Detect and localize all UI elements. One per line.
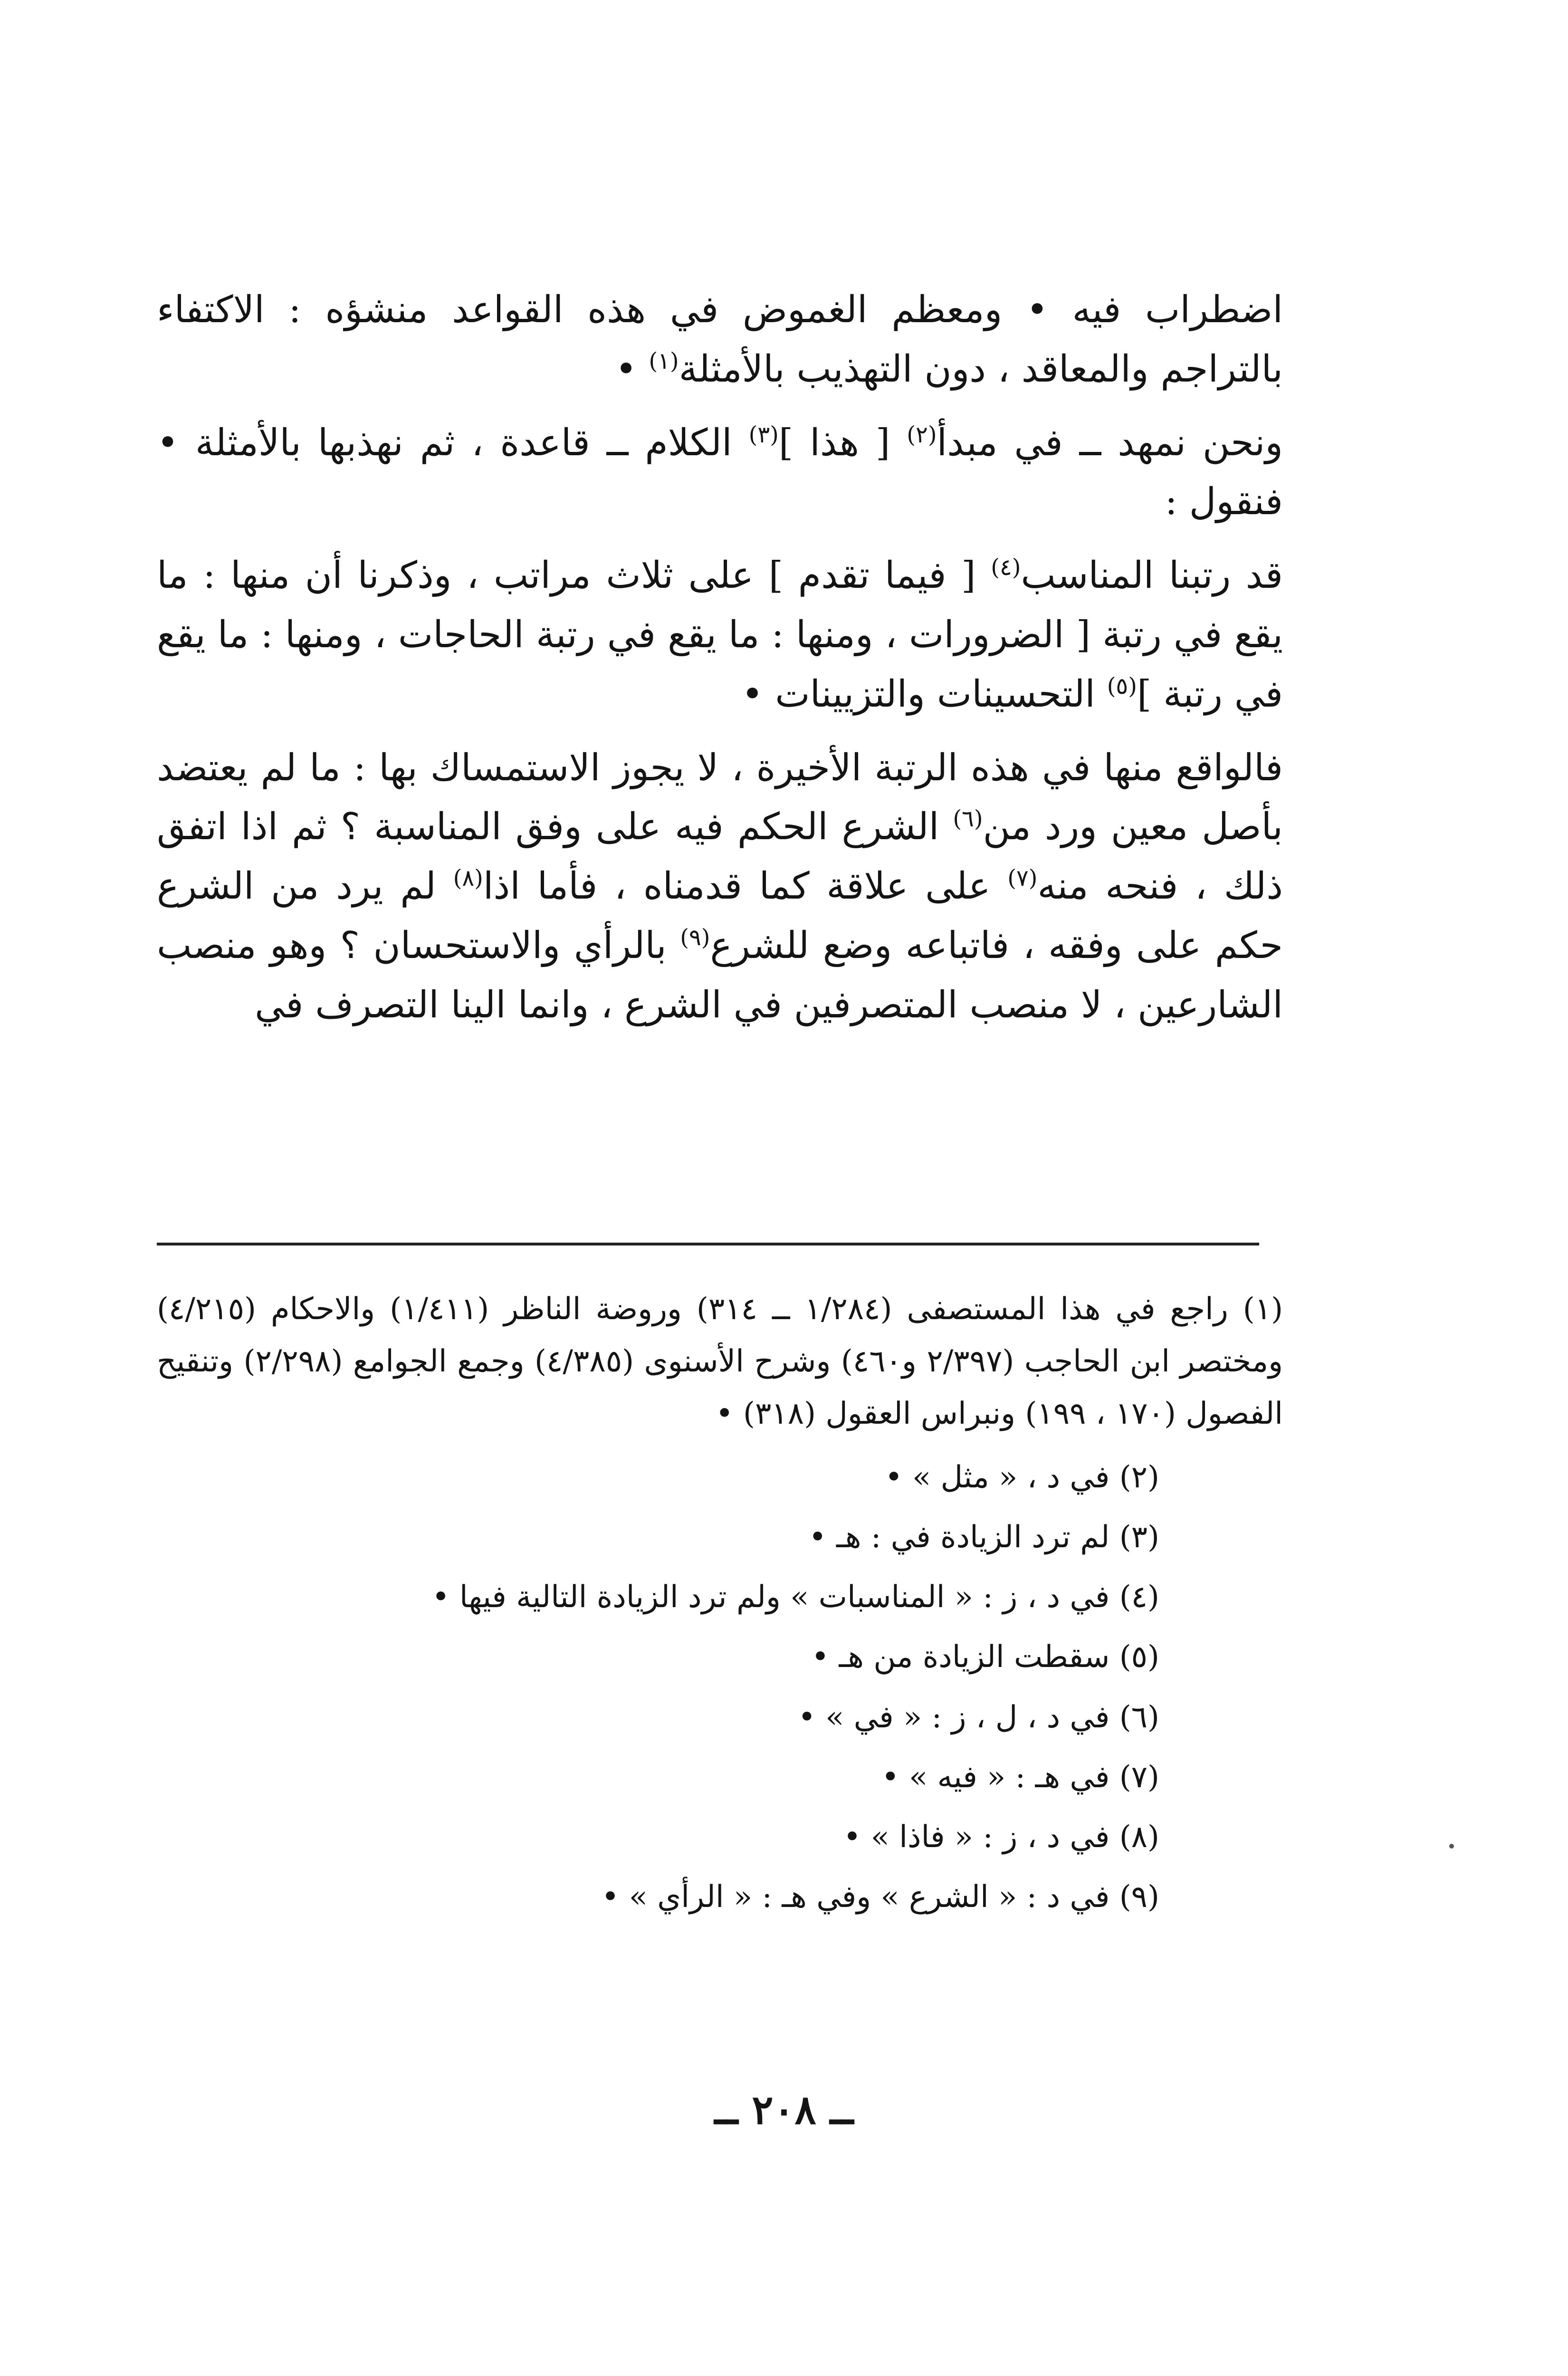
footnote-list <box>157 1451 1283 1923</box>
paragraph-4-text-b: الشرع الحكم فيه على وفق المناسبة ؟ ثم اذا اتفق ذلك ، فنحه منه <box>157 805 1283 908</box>
paragraph-4-text-a: فالواقع منها في هذه الرتبة الأخيرة ، لا يجوز الاستمساك بها : ما لم يعتضد بأصل معين ورد من <box>157 746 1283 849</box>
footnote-7: (٧) في هـ : « فيه » • <box>881 1759 1159 1795</box>
footnote-3: (٣) لم ترد الزيادة في : هـ • <box>808 1520 1159 1555</box>
footnote-ref-5: (٥) <box>1107 672 1137 699</box>
paragraph-2 <box>157 413 1283 532</box>
footnote-4: (٤) في د ، ز : « المناسبات » ولم ترد الزيادة التالية فيها • <box>431 1580 1159 1615</box>
scan-speck <box>1449 1844 1454 1849</box>
paragraph-4 <box>157 738 1283 1035</box>
paragraph-1-text: اضطراب فيه • ومعظم الغموض في هذه القواعد منشؤه : الاكتفاء بالتراجم والمعاقد ، دون التهذيب بالأمثلة <box>157 288 1283 391</box>
page-number: ــ ٢٠٨ ــ <box>714 2086 854 2133</box>
paragraph-4-text-e: بالرأي والاستحسان ؟ وهو منصب الشارعين ، لا منصب المتصرفين في الشرع ، وانما الينا التصرف في <box>157 924 1283 1026</box>
footnote-8: (٨) في د ، ز : « فاذا » • <box>843 1819 1159 1855</box>
paragraph-3-text-c: التحسينات والتزيينات • <box>741 672 1107 716</box>
paragraph-4-text-c: على علاقة كما قدمناه ، فأما اذا <box>483 865 1008 908</box>
footnote-ref-1: (١) <box>649 347 679 374</box>
footnote-ref-2: (٢) <box>907 421 937 448</box>
main-text <box>157 280 1283 1035</box>
paragraph-3-text-b: [ فيما تقدم ] على ثلاث مراتب ، وذكرنا أن منها : ما يقع في رتبة [ الضرورات ، ومنها : ما يقع في رتبة الحاجات ، ومنها : ما يقع في رتبة ] <box>157 554 1283 716</box>
footnote-9: (٩) في د : « الشرع » وفي هـ : « الرأي » • <box>601 1879 1159 1915</box>
paragraph-1 <box>157 280 1283 399</box>
paragraph-4-text-d: لم يرد من الشرع حكم على وفقه ، فاتباعه وضع للشرع <box>157 865 1283 967</box>
paragraph-2-text-a: ونحن نمهد ــ في مبدأ <box>937 421 1283 464</box>
paragraph-2-text-c: الكلام ــ قاعدة ، ثم نهذبها بالأمثلة • فنقول : <box>157 421 1283 524</box>
footnote-ref-7: (٧) <box>1007 865 1038 892</box>
paragraph-3-text-a: قد رتبنا المناسب <box>1021 554 1283 597</box>
footnote-ref-4: (٤) <box>991 554 1021 581</box>
footnote-ref-9: (٩) <box>680 924 710 951</box>
footnote-6: (٦) في د ، ل ، ز : « في » • <box>798 1699 1159 1735</box>
footnote-ref-3: (٣) <box>748 421 779 448</box>
footnote-ref-6: (٦) <box>953 805 983 833</box>
footnotes <box>157 1283 1283 1931</box>
footnote-divider <box>157 1243 1259 1245</box>
paragraph-2-text-b: [ هذا ] <box>778 421 907 464</box>
paragraph-3 <box>157 546 1283 724</box>
paragraph-1-end: • <box>615 347 649 391</box>
footnote-1: (١) راجع في هذا المستصفى (١/٢٨٤ ــ ٣١٤) وروضة الناظر (١/٤١١) والاحكام (٤/٢١٥) ومختصر ابن الحاجب (٢/٣٩٧ و٤٦٠) وشرح الأسنوى (٤/٣٨٥) وجمع الجوامع (٢/٢٩٨) وتنقيح الفصول (١٧٠ ، ١٩٩) ونبراس العقول (٣١٨) • <box>157 1292 1283 1432</box>
footnote-5: (٥) سقطت الزيادة من هـ • <box>811 1639 1159 1675</box>
footnote-2: (٢) في د ، « مثل » • <box>885 1460 1159 1495</box>
footnote-ref-8: (٨) <box>453 865 483 892</box>
